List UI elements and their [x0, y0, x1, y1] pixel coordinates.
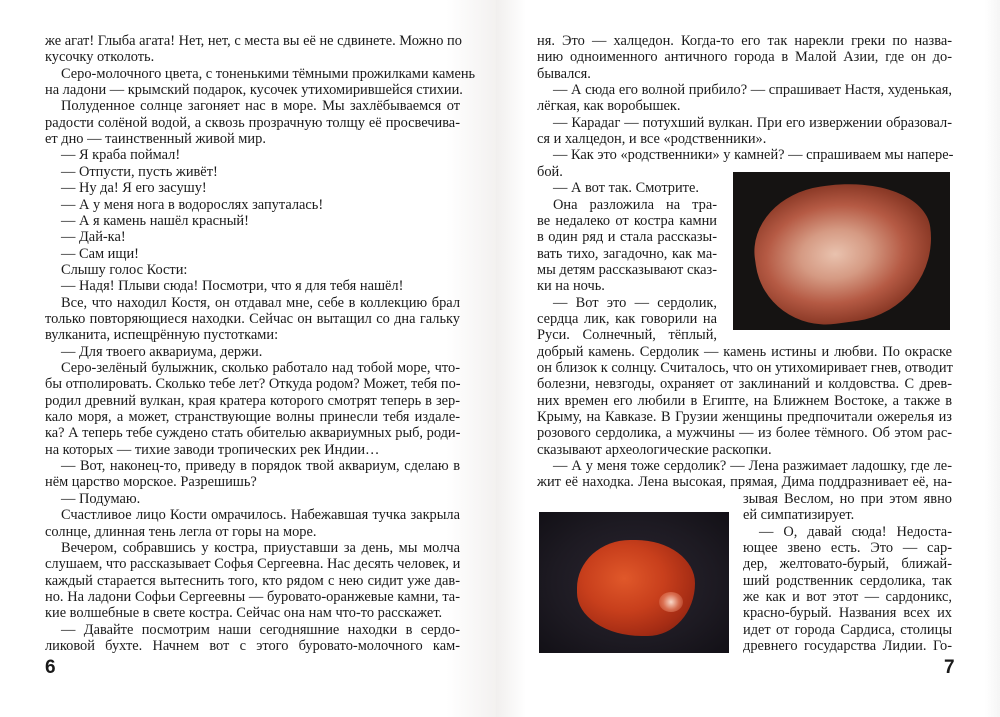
text-line: — Я краба поймал! — [61, 147, 181, 164]
text-line: же агат! Глыба агата! Нет, нет, с места вы её не сдвинете. Можно по — [45, 33, 462, 49]
text-line: жит её находка. Лена высокая, прямая, Дима поддразнивает её, на- — [537, 474, 952, 491]
text-line: ющее звено есть. Это — сар- — [743, 539, 952, 556]
text-line: — А у меня тоже сердолик? — Лена разжимает ладошку, где ле- — [553, 458, 952, 475]
page-number-right: 7 — [944, 657, 955, 678]
text-line: ся и халцедон, и все «родственники». — [537, 131, 767, 148]
text-line: добрый камень. Сердолик — камень истины и любви. По окраске — [537, 343, 952, 360]
text-line: Счастливое лицо Кости омрачилось. Набежавшая тучка закрыла — [61, 507, 460, 524]
text-line: ший родственник сердолика, так — [743, 572, 952, 589]
text-line: Она разложила на тра- — [553, 196, 717, 213]
text-line: лёгкая, как воробышек. — [537, 98, 681, 115]
text-line: — А вот так. Смотрите. — [553, 180, 699, 197]
text-line: — А у меня нога в водорослях запуталась! — [61, 196, 324, 213]
text-line: солнце, длинная тень легла от горы на море. — [45, 523, 317, 540]
text-line: кало моря, а может, странствующие волны принесли тебя издале- — [45, 409, 460, 426]
text-line: Вечером, собравшись у костра, приуставши за день, мы молча — [61, 539, 460, 556]
text-line: ки на ночь. — [537, 278, 605, 295]
page-number-left: 6 — [45, 657, 56, 678]
text-line: древнего государства Лидии. Го- — [743, 637, 952, 654]
text-line: — Давайте посмотрим наши сегодняшние находки в сердо- — [61, 621, 460, 638]
carnelian-photo — [539, 512, 729, 653]
left-page — [0, 0, 496, 717]
text-line: дер, желтовато-бурый, ближай- — [743, 556, 952, 573]
text-line: родил древний вулкан, края кратера которого смотрят теперь в зер- — [45, 392, 460, 409]
text-line: болезни, невзгоды, охраняет от заклинаний и колдовства. С древ- — [537, 376, 952, 393]
text-line: — Для твоего аквариума, держи. — [61, 343, 263, 360]
text-line: Слышу голос Кости: — [61, 261, 188, 278]
text-line: на которых — тихие заводи тропических рек Индии… — [45, 441, 380, 458]
text-line: Крыму, на Кавказе. В Грузии женщины предпочитали ожерелья из — [537, 409, 952, 426]
text-line: вулканита, испещрённую пустотками: — [45, 327, 279, 344]
text-line: ей симпатизирует. — [743, 507, 855, 524]
text-line: кие волшебные в свете костра. Сейчас она нам что-то расскажет. — [45, 605, 443, 622]
text-line: них времен его любили в Египте, на Ближнем Востоке, а также в — [537, 392, 952, 409]
text-line: — Надя! Плыви сюда! Посмотри, что я для тебя нашёл! — [61, 278, 404, 295]
text-line: бы отполировать. Сколько тебе лет? Откуда родом? Может, тебя по- — [45, 376, 461, 393]
text-line: в один ряд и стала рассказы- — [537, 229, 717, 246]
text-line: Серо-молочного цвета, с тоненькими тёмными прожилками камень — [61, 65, 476, 82]
text-line: ет дно — таинственный живой мир. — [45, 131, 266, 148]
text-line: — А я камень нашёл красный! — [61, 212, 249, 229]
text-line: же как и вот этот — сардоникс, — [743, 588, 952, 605]
right-page — [496, 0, 1000, 717]
text-line: — Дай-ка! — [61, 229, 126, 246]
text-line: розового сердолика, а мужчины — из более тёмного. Об этом рас- — [537, 425, 952, 442]
text-line: бывался. — [537, 65, 591, 82]
text-line: ня. Это — халцедон. Когда-то его так нарекли греки по назва- — [537, 33, 952, 49]
text-line: — Вот, наконец-то, приведу в порядок твой аквариум, сделаю в — [61, 458, 460, 475]
text-line: слушаем, что рассказывает Софья Сергеевна. Нас десять человек, и — [45, 556, 461, 573]
text-line: он близок к солнцу. Считалось, что он утихомиривает гнев, отводит — [537, 360, 953, 376]
text-line: но. На ладони Софьи Сергеевны — буровато-оранжевые камни, та- — [45, 588, 460, 605]
text-line: — О, давай сюда! Недоста- — [759, 523, 952, 540]
text-line: радости солёной водой, а сквозь прозрачную толщу её просвечива- — [45, 114, 460, 131]
text-line: Руси. Солнечный, тёплый, — [537, 327, 717, 344]
text-line: — Подумаю. — [61, 490, 141, 507]
text-line: на ладони — крымский подарок, кусочек утихомирившейся стихии. — [45, 82, 463, 99]
text-line: идет от города Сардиса, столицы — [743, 621, 952, 638]
text-line: каждый старается вытеснить того, кто рядом с нею сидит уже дав- — [45, 572, 460, 589]
text-line: нём царство морское. Разрешишь? — [45, 474, 257, 491]
text-line: сердца лик, как говорили на — [537, 310, 717, 327]
text-line: сказывают археологические раскопки. — [537, 441, 772, 458]
text-line: Серо-зелёный булыжник, сколько работало над тобой море, что- — [61, 360, 460, 376]
text-line: красно-бурый. Названия всех их — [743, 605, 952, 622]
text-line: бой. — [537, 163, 563, 180]
text-line: Все, что находил Костя, он отдавал мне, себе в коллекцию брал — [61, 294, 460, 311]
text-line: — Вот это — сердолик, — [553, 294, 717, 311]
text-line: ликовой бухте. Начнем вот с этого буровато-молочного кам- — [45, 637, 460, 654]
text-line: Полуденное солнце загоняет нас в море. Мы захлёбываемся от — [61, 98, 460, 115]
text-line: — Как это «родственники» у камней? — спрашиваем мы напере- — [553, 147, 954, 164]
text-line: нию одноименного античного города в Малой Азии, где он до- — [537, 49, 952, 66]
text-line: ве недалеко от костра камни — [537, 212, 717, 229]
agate-photo — [733, 172, 950, 330]
text-line: вать тихо, загадочно, как ма- — [537, 245, 717, 262]
text-line: — А сюда его волной прибило? — спрашивает Настя, худенькая, — [553, 82, 952, 99]
text-line: — Отпусти, пусть живёт! — [61, 163, 218, 180]
text-line: кусочку отколоть. — [45, 49, 155, 66]
text-line: зывая Веслом, но при этом явно — [743, 490, 952, 507]
text-line: только повторяющиеся находки. Сейчас он вытащил со дна гальку — [45, 310, 460, 327]
text-line: — Карадаг — потухший вулкан. При его извержении образовал- — [553, 114, 952, 131]
text-line: мы детям рассказывают сказ- — [537, 261, 717, 278]
text-line: ка? А теперь тебе суждено стать обителью аквариумных рыб, роди- — [45, 425, 461, 442]
text-line: — Ну да! Я его засушу! — [61, 180, 207, 197]
text-line: — Сам ищи! — [61, 245, 139, 262]
